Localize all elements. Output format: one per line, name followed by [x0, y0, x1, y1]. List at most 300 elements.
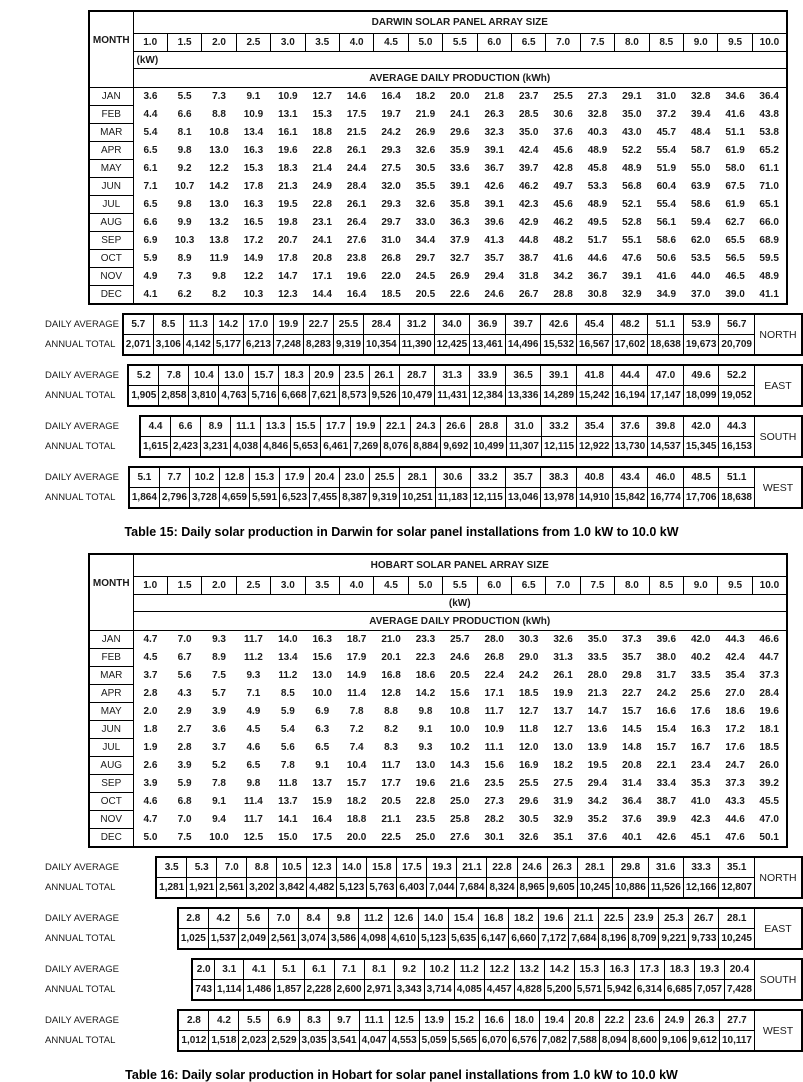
production-value-cell: 13.1 — [278, 109, 298, 120]
production-value-cell: 9.1 — [212, 796, 226, 807]
daily-average-cell: 33.2 — [541, 416, 576, 437]
annual-total-cell: 10,354 — [364, 335, 400, 356]
daily-average-cell: 15.4 — [449, 908, 479, 929]
array-size-header: 5.5 — [443, 34, 477, 52]
production-value-cell: 18.8 — [346, 814, 367, 825]
daily-average-cell: 40.8 — [577, 467, 613, 488]
annual-total-cell: 4,763 — [219, 386, 249, 407]
annual-total-cell: 8,600 — [629, 1031, 659, 1052]
production-value-cell: 13.8 — [209, 235, 229, 246]
production-value-cell: 20.5 — [450, 670, 470, 681]
annual-total-label: ANNUAL TOTAL — [45, 932, 116, 944]
production-value-cell: 15.6 — [450, 688, 470, 699]
month-label: NOV — [89, 268, 133, 286]
production-value-cell: 12.8 — [381, 688, 401, 699]
production-value-cell: 7.0 — [177, 814, 192, 825]
production-value-cell: 21.5 — [346, 127, 367, 138]
table-row — [89, 196, 787, 214]
daily-average-cell: 4.1 — [244, 959, 274, 980]
daily-average-cell: 43.4 — [612, 467, 648, 488]
daily-average-label: DAILY AVERAGE — [45, 420, 119, 432]
production-value-cell: 28.0 — [484, 634, 504, 646]
production-value-cell: 39.4 — [690, 109, 711, 120]
production-value-cell: 35.8 — [450, 199, 470, 210]
production-value-cell: 9.9 — [177, 217, 192, 228]
production-value-cell: 35.2 — [587, 814, 608, 825]
production-value-cell: 44.7 — [759, 652, 779, 663]
production-value-cell: 31.9 — [553, 796, 573, 807]
daily-average-cell: 19.3 — [427, 857, 457, 878]
daily-average-cell: 11.2 — [454, 959, 484, 980]
daily-average-cell: 28.1 — [400, 467, 436, 488]
annual-total-cell: 743 — [192, 980, 214, 1001]
month-label: MAY — [89, 160, 133, 178]
production-value-cell: 32.6 — [415, 145, 436, 156]
production-value-cell: 13.0 — [553, 742, 573, 753]
daily-average-cell: 2.8 — [178, 908, 209, 929]
production-value-cell: 2.9 — [177, 706, 192, 717]
array-size-header: 8.5 — [649, 34, 683, 52]
annual-total-cell: 11,431 — [435, 386, 470, 407]
annual-total-cell: 4,142 — [183, 335, 213, 356]
production-value-cell: 5.9 — [177, 778, 192, 789]
production-value-cell: 14.7 — [278, 271, 298, 282]
production-value-cell: 17.2 — [243, 235, 264, 246]
production-value-cell: 18.5 — [381, 288, 401, 300]
orientation-row-labels — [45, 313, 122, 356]
production-value-cell: 11.7 — [381, 760, 401, 771]
daily-average-cell: 22.5 — [599, 908, 629, 929]
production-value-cell: 49.7 — [553, 181, 573, 192]
annual-total-cell: 1,905 — [128, 386, 159, 407]
production-value-cell: 11.4 — [243, 796, 263, 807]
daily-average-cell: 23.0 — [340, 467, 370, 488]
daily-average-cell: 16.8 — [479, 908, 509, 929]
production-value-cell: 29.4 — [484, 271, 504, 282]
daily-average-cell: 35.4 — [577, 416, 613, 437]
production-value-cell: 39.6 — [484, 217, 504, 228]
production-value-cell: 24.2 — [518, 670, 539, 681]
production-value-cell: 58.6 — [690, 199, 711, 210]
production-value-cell: 10.9 — [484, 724, 504, 735]
production-value-cell: 2.7 — [177, 724, 192, 735]
production-value-cell: 16.3 — [690, 724, 711, 735]
array-size-header: 5.0 — [408, 34, 442, 52]
daily-average-cell: 5.1 — [129, 467, 160, 488]
production-value-cell: 29.1 — [622, 91, 642, 103]
daily-average-cell: 21.1 — [569, 908, 599, 929]
production-value-cell: 56.5 — [725, 253, 745, 264]
production-value-cell: 41.3 — [484, 235, 504, 246]
annual-total-cell: 11,526 — [648, 878, 683, 899]
production-value-cell: 10.9 — [243, 109, 264, 120]
production-value-cell: 16.5 — [243, 217, 264, 228]
production-value-cell: 60.4 — [656, 181, 677, 192]
annual-total-cell: 13,978 — [541, 488, 577, 509]
daily-average-label: DAILY AVERAGE — [45, 861, 119, 873]
daily-average-cell: 13.0 — [219, 365, 249, 386]
month-label: APR — [89, 685, 133, 703]
production-value-cell: 17.2 — [725, 724, 745, 735]
production-value-cell: 5.4 — [280, 724, 295, 735]
table-row — [89, 124, 787, 142]
month-label: SEP — [89, 775, 133, 793]
production-value-cell: 14.8 — [622, 742, 642, 753]
production-value-cell: 11.1 — [484, 742, 504, 753]
production-value-cell: 35.0 — [622, 109, 642, 120]
daily-average-cell: 18.3 — [664, 959, 694, 980]
production-value-cell: 6.3 — [315, 724, 330, 735]
production-value-cell: 14.9 — [346, 670, 367, 681]
daily-average-label: DAILY AVERAGE — [45, 369, 119, 381]
production-value-cell: 37.6 — [553, 127, 573, 138]
annual-total-label: ANNUAL TOTAL — [45, 389, 116, 401]
production-value-cell: 18.2 — [346, 796, 367, 807]
production-value-cell: 32.9 — [622, 288, 642, 300]
daily-average-cell: 23.5 — [339, 365, 369, 386]
daily-average-cell: 2.0 — [192, 959, 214, 980]
production-value-cell: 29.3 — [381, 145, 401, 156]
production-value-cell: 37.6 — [622, 814, 642, 825]
production-value-cell: 20.0 — [346, 831, 367, 843]
production-value-cell: 19.6 — [759, 706, 779, 717]
production-value-cell: 33.0 — [415, 217, 436, 228]
production-value-cell: 23.8 — [346, 253, 367, 264]
annual-total-cell: 1,921 — [187, 878, 217, 899]
annual-total-cell: 3,074 — [298, 929, 328, 950]
array-size-header: 10.0 — [752, 34, 787, 52]
production-value-cell: 42.3 — [518, 199, 539, 210]
daily-average-cell: 27.7 — [719, 1010, 754, 1031]
daily-average-cell: 9.7 — [329, 1010, 359, 1031]
production-value-cell: 28.2 — [484, 814, 504, 825]
production-value-cell: 21.3 — [278, 181, 298, 192]
production-value-cell: 3.6 — [212, 724, 226, 735]
daily-average-cell: 13.2 — [514, 959, 544, 980]
production-value-cell: 34.2 — [553, 271, 573, 282]
month-label: DEC — [89, 286, 133, 305]
production-value-cell: 39.6 — [656, 634, 677, 646]
production-value-cell: 17.9 — [346, 652, 367, 663]
production-value-cell: 19.5 — [278, 199, 298, 210]
orientation-label: EAST — [755, 365, 803, 406]
production-value-cell: 27.5 — [553, 778, 573, 789]
production-value-cell: 28.8 — [553, 288, 573, 300]
production-value-cell: 12.7 — [518, 706, 539, 717]
array-size-header: 10.0 — [752, 577, 787, 595]
daily-average-cell: 28.1 — [719, 908, 755, 929]
daily-average-cell: 6.9 — [269, 1010, 299, 1031]
annual-total-cell: 3,810 — [189, 386, 219, 407]
daily-average-cell: 26.3 — [689, 1010, 719, 1031]
hobart-north-strip — [45, 856, 803, 899]
production-value-cell: 37.3 — [725, 778, 745, 789]
annual-total-cell: 1,025 — [178, 929, 209, 950]
annual-total-cell: 2,023 — [239, 1031, 269, 1052]
production-value-cell: 11.2 — [278, 670, 298, 681]
annual-total-cell: 11,307 — [506, 437, 541, 458]
production-value-cell: 45.6 — [553, 145, 573, 156]
array-size-header: 9.5 — [718, 34, 752, 52]
production-value-cell: 42.9 — [518, 217, 539, 228]
array-size-header: 3.0 — [271, 577, 305, 595]
annual-total-cell: 7,428 — [724, 980, 754, 1001]
daily-average-cell: 38.3 — [541, 467, 577, 488]
production-value-cell: 29.7 — [381, 217, 401, 228]
production-value-cell: 29.4 — [587, 778, 608, 789]
annual-total-cell: 6,070 — [479, 1031, 509, 1052]
daily-average-cell: 5.6 — [238, 908, 268, 929]
annual-total-cell: 17,706 — [683, 488, 719, 509]
production-value-cell: 11.7 — [243, 634, 263, 646]
daily-average-cell: 20.4 — [724, 959, 754, 980]
orientation-label: EAST — [755, 908, 803, 949]
production-value-cell: 32.9 — [553, 814, 573, 825]
production-value-cell: 14.3 — [450, 760, 470, 771]
month-label: JUN — [89, 178, 133, 196]
daily-average-label: DAILY AVERAGE — [45, 912, 119, 924]
annual-total-cell: 20,709 — [719, 335, 755, 356]
production-value-cell: 4.3 — [177, 688, 192, 699]
annual-total-cell: 8,283 — [303, 335, 333, 356]
production-value-cell: 20.1 — [381, 652, 401, 663]
production-value-cell: 8.5 — [280, 688, 295, 699]
production-value-cell: 42.3 — [690, 814, 711, 825]
annual-total-cell: 2,561 — [217, 878, 247, 899]
daily-average-cell: 17.5 — [397, 857, 427, 878]
production-value-cell: 21.8 — [484, 91, 504, 103]
darwin-west-strip — [45, 466, 803, 509]
month-label: APR — [89, 142, 133, 160]
production-value-cell: 33.5 — [587, 652, 608, 663]
darwin-east-strip — [45, 364, 803, 407]
production-value-cell: 40.1 — [622, 831, 642, 843]
annual-total-cell: 2,049 — [238, 929, 268, 950]
production-value-cell: 55.1 — [622, 235, 642, 246]
production-value-cell: 14.9 — [243, 253, 264, 264]
production-value-cell: 51.1 — [725, 127, 745, 138]
annual-total-cell: 1,012 — [178, 1031, 209, 1052]
annual-total-cell: 18,099 — [683, 386, 719, 407]
orientation-label: WEST — [755, 467, 803, 508]
annual-total-cell: 2,796 — [159, 488, 189, 509]
production-value-cell: 27.6 — [346, 235, 367, 246]
production-value-cell: 6.5 — [315, 742, 330, 753]
production-value-cell: 12.7 — [312, 91, 332, 103]
annual-total-cell: 10,499 — [471, 437, 507, 458]
hobart-east-strip — [45, 907, 803, 950]
daily-average-cell: 35.1 — [719, 857, 755, 878]
production-value-cell: 5.5 — [177, 91, 192, 103]
table-row — [129, 467, 802, 488]
production-value-cell: 6.5 — [143, 145, 158, 156]
production-value-cell: 8.9 — [212, 652, 226, 663]
daily-average-cell: 23.9 — [629, 908, 659, 929]
production-value-cell: 27.0 — [725, 688, 745, 699]
daily-average-label: DAILY AVERAGE — [45, 318, 119, 330]
hobart-section — [0, 553, 803, 1082]
production-value-cell: 6.7 — [177, 652, 192, 663]
production-value-cell: 38.0 — [656, 652, 677, 663]
daily-average-cell: 26.3 — [547, 857, 577, 878]
tables-root — [0, 10, 803, 1082]
production-value-cell: 10.8 — [209, 127, 229, 138]
production-value-cell: 10.0 — [312, 688, 332, 699]
daily-average-cell: 17.0 — [243, 314, 273, 335]
hobart-east-table — [177, 907, 803, 950]
daily-average-cell: 33.2 — [470, 467, 505, 488]
annual-total-label: ANNUAL TOTAL — [45, 881, 116, 893]
production-value-cell: 22.1 — [656, 760, 677, 771]
production-value-cell: 29.3 — [381, 199, 401, 210]
production-value-cell: 52.1 — [622, 199, 642, 210]
annual-total-cell: 3,343 — [394, 980, 424, 1001]
production-value-cell: 18.6 — [725, 706, 745, 717]
table-row — [89, 793, 787, 811]
production-value-cell: 44.0 — [690, 271, 711, 282]
array-size-header: 7.0 — [546, 577, 580, 595]
production-value-cell: 21.3 — [587, 688, 608, 699]
annual-total-cell: 5,123 — [419, 929, 449, 950]
production-value-cell: 4.7 — [143, 814, 158, 825]
month-label: MAR — [89, 124, 133, 142]
daily-average-cell: 29.8 — [613, 857, 649, 878]
daily-average-cell: 26.6 — [441, 416, 471, 437]
production-value-cell: 35.7 — [484, 253, 504, 264]
daily-average-cell: 34.0 — [434, 314, 470, 335]
production-value-cell: 22.8 — [312, 199, 332, 210]
production-value-cell: 18.2 — [415, 91, 436, 103]
month-column-header: MONTH — [89, 554, 133, 631]
production-value-cell: 58.6 — [656, 235, 677, 246]
daily-average-cell: 42.0 — [683, 416, 719, 437]
production-value-cell: 16.1 — [278, 127, 298, 138]
production-value-cell: 45.6 — [553, 199, 573, 210]
month-label: MAR — [89, 667, 133, 685]
production-value-cell: 10.2 — [450, 742, 470, 753]
daily-average-cell: 45.4 — [577, 314, 613, 335]
production-value-cell: 17.1 — [312, 271, 332, 282]
hobart-south-strip — [45, 958, 803, 1001]
production-value-cell: 26.8 — [381, 253, 401, 264]
annual-total-cell: 12,922 — [577, 437, 613, 458]
daily-average-cell: 5.7 — [123, 314, 154, 335]
production-value-cell: 23.4 — [690, 760, 711, 771]
production-value-cell: 9.4 — [212, 814, 226, 825]
orientation-label: SOUTH — [755, 959, 803, 1000]
table-row — [156, 857, 802, 878]
production-value-cell: 65.1 — [759, 199, 779, 210]
array-size-header: 7.5 — [580, 577, 614, 595]
annual-total-cell: 3,728 — [189, 488, 219, 509]
month-label: MAY — [89, 703, 133, 721]
production-value-cell: 15.9 — [312, 796, 332, 807]
production-value-cell: 35.9 — [450, 145, 470, 156]
production-value-cell: 33.4 — [656, 778, 677, 789]
production-value-cell: 25.8 — [450, 814, 470, 825]
annual-total-cell: 4,098 — [359, 929, 389, 950]
daily-average-cell: 33.3 — [683, 857, 719, 878]
production-value-cell: 26.9 — [415, 127, 436, 138]
production-value-cell: 68.9 — [759, 235, 779, 246]
darwin-section — [0, 10, 803, 539]
production-value-cell: 42.6 — [656, 831, 677, 843]
daily-average-cell: 46.0 — [648, 467, 684, 488]
daily-average-cell: 25.3 — [659, 908, 689, 929]
production-value-cell: 11.7 — [484, 706, 504, 717]
production-value-cell: 25.5 — [553, 91, 573, 103]
production-value-cell: 22.8 — [415, 796, 436, 807]
production-value-cell: 4.4 — [143, 109, 158, 120]
annual-total-cell: 2,529 — [269, 1031, 299, 1052]
production-value-cell: 19.8 — [278, 217, 298, 228]
production-value-cell: 7.8 — [280, 760, 295, 771]
annual-total-cell: 14,910 — [577, 488, 613, 509]
daily-average-cell: 19.4 — [539, 1010, 569, 1031]
production-value-cell: 31.0 — [381, 235, 401, 246]
annual-total-cell: 8,196 — [599, 929, 629, 950]
production-value-cell: 56.8 — [622, 181, 642, 192]
array-size-header: 2.0 — [202, 34, 236, 52]
production-value-cell: 16.4 — [381, 91, 401, 103]
production-value-cell: 3.9 — [143, 778, 158, 789]
daily-average-cell: 15.8 — [367, 857, 397, 878]
array-size-header: 3.5 — [305, 34, 339, 52]
production-value-cell: 20.7 — [278, 235, 298, 246]
production-header: AVERAGE DAILY PRODUCTION (kWh) — [133, 69, 787, 88]
daily-average-cell: 21.1 — [457, 857, 487, 878]
production-value-cell: 39.0 — [725, 288, 745, 300]
table-row — [89, 775, 787, 793]
production-value-cell: 8.1 — [177, 127, 192, 138]
annual-total-cell: 1,114 — [214, 980, 243, 1001]
production-value-cell: 48.9 — [587, 199, 608, 210]
production-value-cell: 36.7 — [587, 271, 608, 282]
production-value-cell: 58.7 — [690, 145, 711, 156]
production-value-cell: 10.0 — [450, 724, 470, 735]
production-value-cell: 14.0 — [278, 634, 298, 646]
table-row — [140, 437, 802, 458]
production-value-cell: 45.5 — [759, 796, 779, 807]
production-value-cell: 13.0 — [415, 760, 436, 771]
production-value-cell: 24.7 — [725, 760, 745, 771]
annual-total-cell: 13,730 — [612, 437, 648, 458]
production-value-cell: 38.7 — [656, 796, 677, 807]
production-value-cell: 33.5 — [690, 670, 711, 681]
production-value-cell: 10.4 — [346, 760, 367, 771]
table-row — [129, 488, 802, 509]
production-value-cell: 18.7 — [346, 634, 367, 646]
production-value-cell: 55.4 — [656, 199, 677, 210]
production-value-cell: 13.9 — [587, 742, 608, 753]
orientation-row-labels — [45, 907, 177, 950]
daily-average-cell: 8.4 — [298, 908, 328, 929]
production-value-cell: 18.1 — [759, 724, 779, 735]
daily-average-cell: 39.1 — [541, 365, 577, 386]
production-value-cell: 19.5 — [587, 760, 608, 771]
production-value-cell: 66.0 — [759, 217, 779, 228]
table-row — [178, 908, 802, 929]
annual-total-cell: 5,653 — [291, 437, 321, 458]
production-value-cell: 11.9 — [209, 253, 229, 264]
production-value-cell: 25.0 — [450, 796, 470, 807]
daily-average-cell: 12.2 — [484, 959, 514, 980]
production-value-cell: 7.4 — [349, 742, 364, 753]
production-value-cell: 35.1 — [553, 831, 573, 843]
production-value-cell: 29.6 — [450, 127, 470, 138]
daily-average-cell: 25.5 — [370, 467, 400, 488]
annual-total-cell: 11,183 — [435, 488, 470, 509]
